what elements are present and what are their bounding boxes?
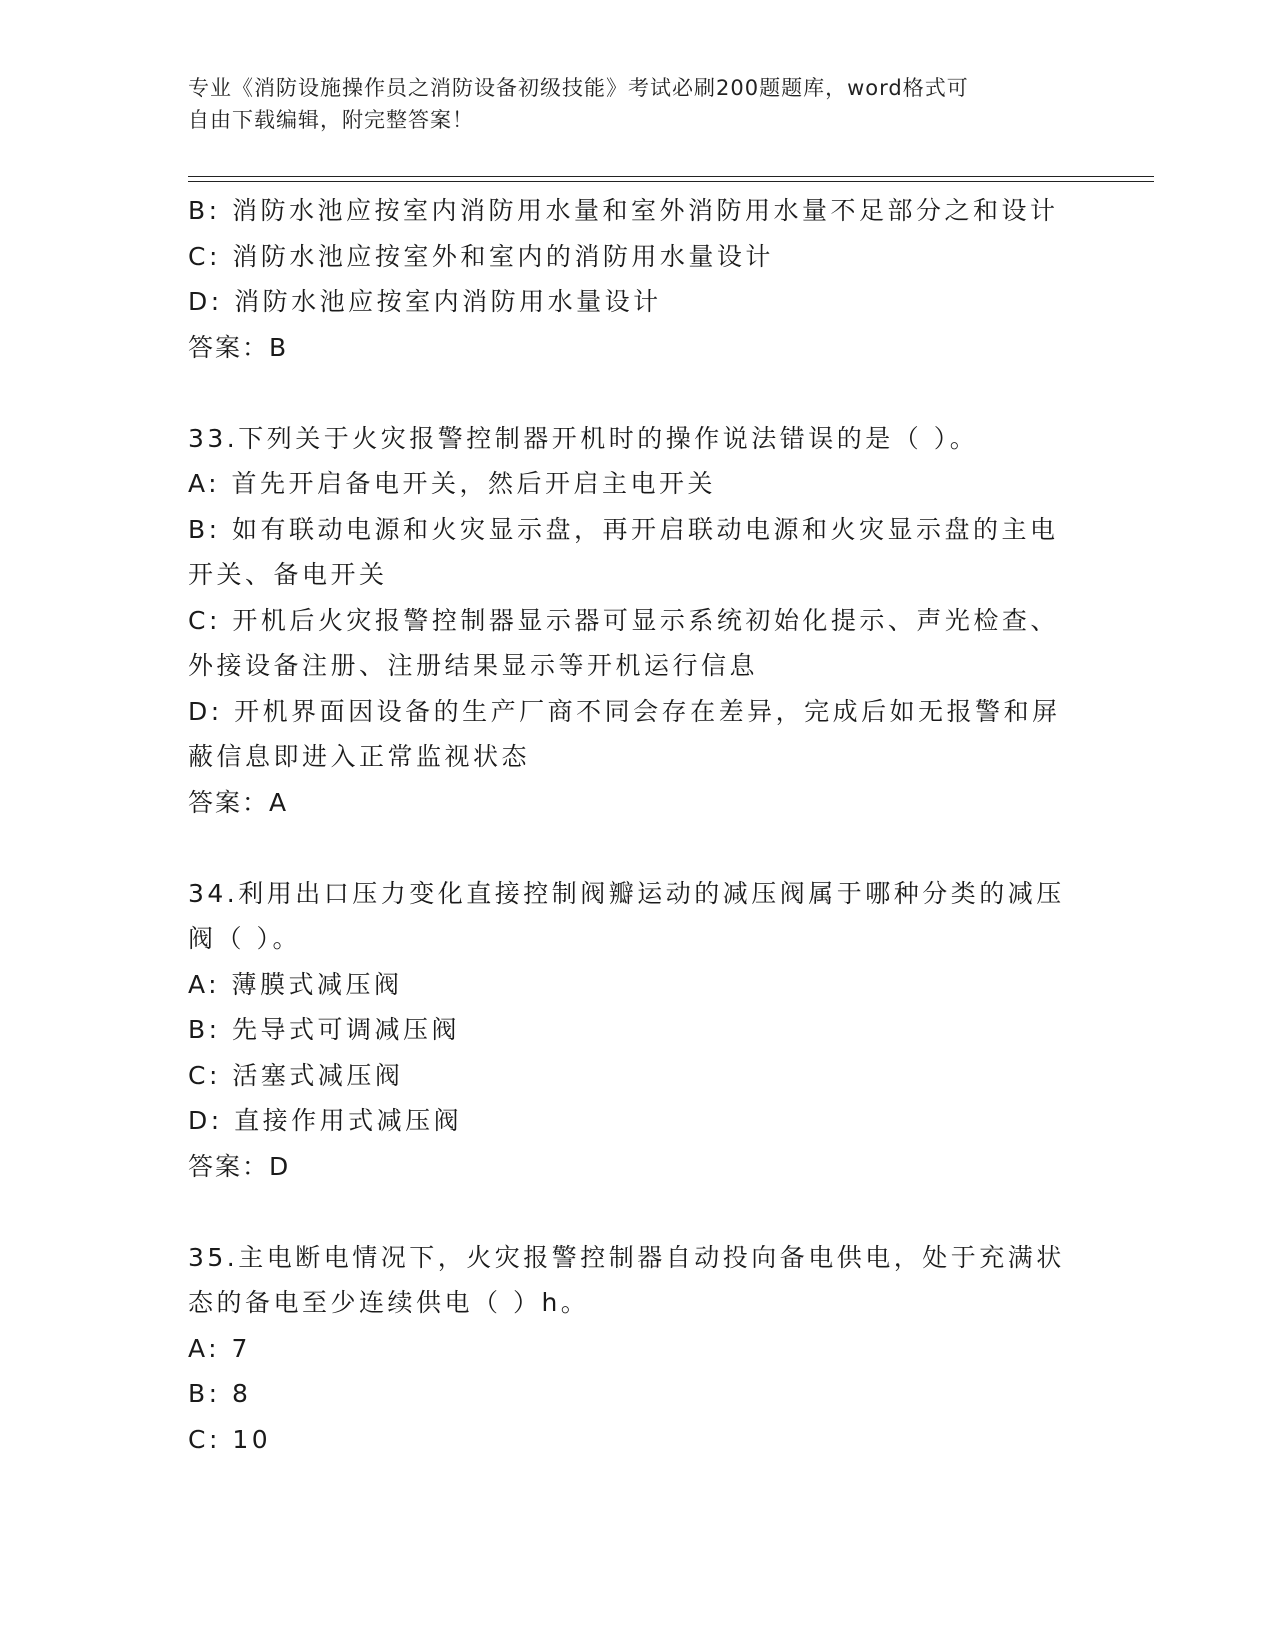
question-stem-line-2: 态的备电至少连续供电（ ）h。 — [188, 1288, 590, 1317]
header-line-2: 自由下载编辑，附完整答案！ — [188, 108, 474, 132]
option-c-line-1: C: 开机后火灾报警控制器显示器可显示系统初始化提示、声光检查、 — [188, 605, 1059, 635]
spacer — [188, 1189, 1088, 1235]
option-b: B: 消防水池应按室内消防用水量和室外消防用水量不足部分之和设计 — [188, 196, 1059, 225]
option-c: C: 消防水池应按室外和室内的消防用水量设计 — [188, 241, 774, 271]
header-line-1: 专业《消防设施操作员之消防设备初级技能》考试必刷200题题库，word格式可 — [188, 76, 969, 100]
option-b-line-2: 开关、备电开关 — [188, 560, 388, 589]
question-stem: 33.下列关于火灾报警控制器开机时的操作说法错误的是（ ）。 — [188, 423, 979, 453]
answer: 答案：D — [188, 1151, 291, 1181]
question-stem-line-1: 34.利用出口压力变化直接控制阀瓣运动的减压阀属于哪种分类的减压 — [188, 878, 1065, 908]
header-divider-bottom — [188, 181, 1154, 182]
question-32 — [188, 188, 1088, 370]
option-d-line-2: 蔽信息即进入正常监视状态 — [188, 742, 531, 771]
option-d-line-1: D: 开机界面因设备的生产厂商不同会存在差异，完成后如无报警和屏 — [188, 696, 1061, 726]
document-header — [188, 72, 1068, 136]
spacer — [188, 370, 1088, 416]
option-a: A: 薄膜式减压阀 — [188, 969, 403, 999]
question-35 — [188, 1235, 1088, 1463]
option-d: D: 消防水池应按室内消防用水量设计 — [188, 287, 662, 316]
question-list — [188, 188, 1088, 1462]
option-a: A: 首先开启备电开关，然后开启主电开关 — [188, 469, 717, 498]
question-33 — [188, 416, 1088, 826]
option-a: A: 7 — [188, 1333, 251, 1363]
option-c: C: 活塞式减压阀 — [188, 1060, 404, 1090]
option-b: B: 先导式可调减压阀 — [188, 1015, 461, 1044]
answer: 答案：B — [188, 332, 289, 362]
option-d: D: 直接作用式减压阀 — [188, 1106, 463, 1135]
answer: 答案：A — [188, 787, 289, 817]
option-b-line-1: B: 如有联动电源和火灾显示盘，再开启联动电源和火灾显示盘的主电 — [188, 514, 1059, 544]
question-stem-line-1: 35.主电断电情况下，火灾报警控制器自动投向备电供电，处于充满状 — [188, 1242, 1065, 1272]
question-34 — [188, 871, 1088, 1190]
question-stem-line-2: 阀（ ）。 — [188, 924, 301, 953]
header-divider-top — [188, 176, 1154, 177]
option-c-line-2: 外接设备注册、注册结果显示等开机运行信息 — [188, 651, 759, 680]
option-b: B: 8 — [188, 1379, 252, 1408]
option-c: C: 10 — [188, 1424, 272, 1454]
spacer — [188, 825, 1088, 871]
